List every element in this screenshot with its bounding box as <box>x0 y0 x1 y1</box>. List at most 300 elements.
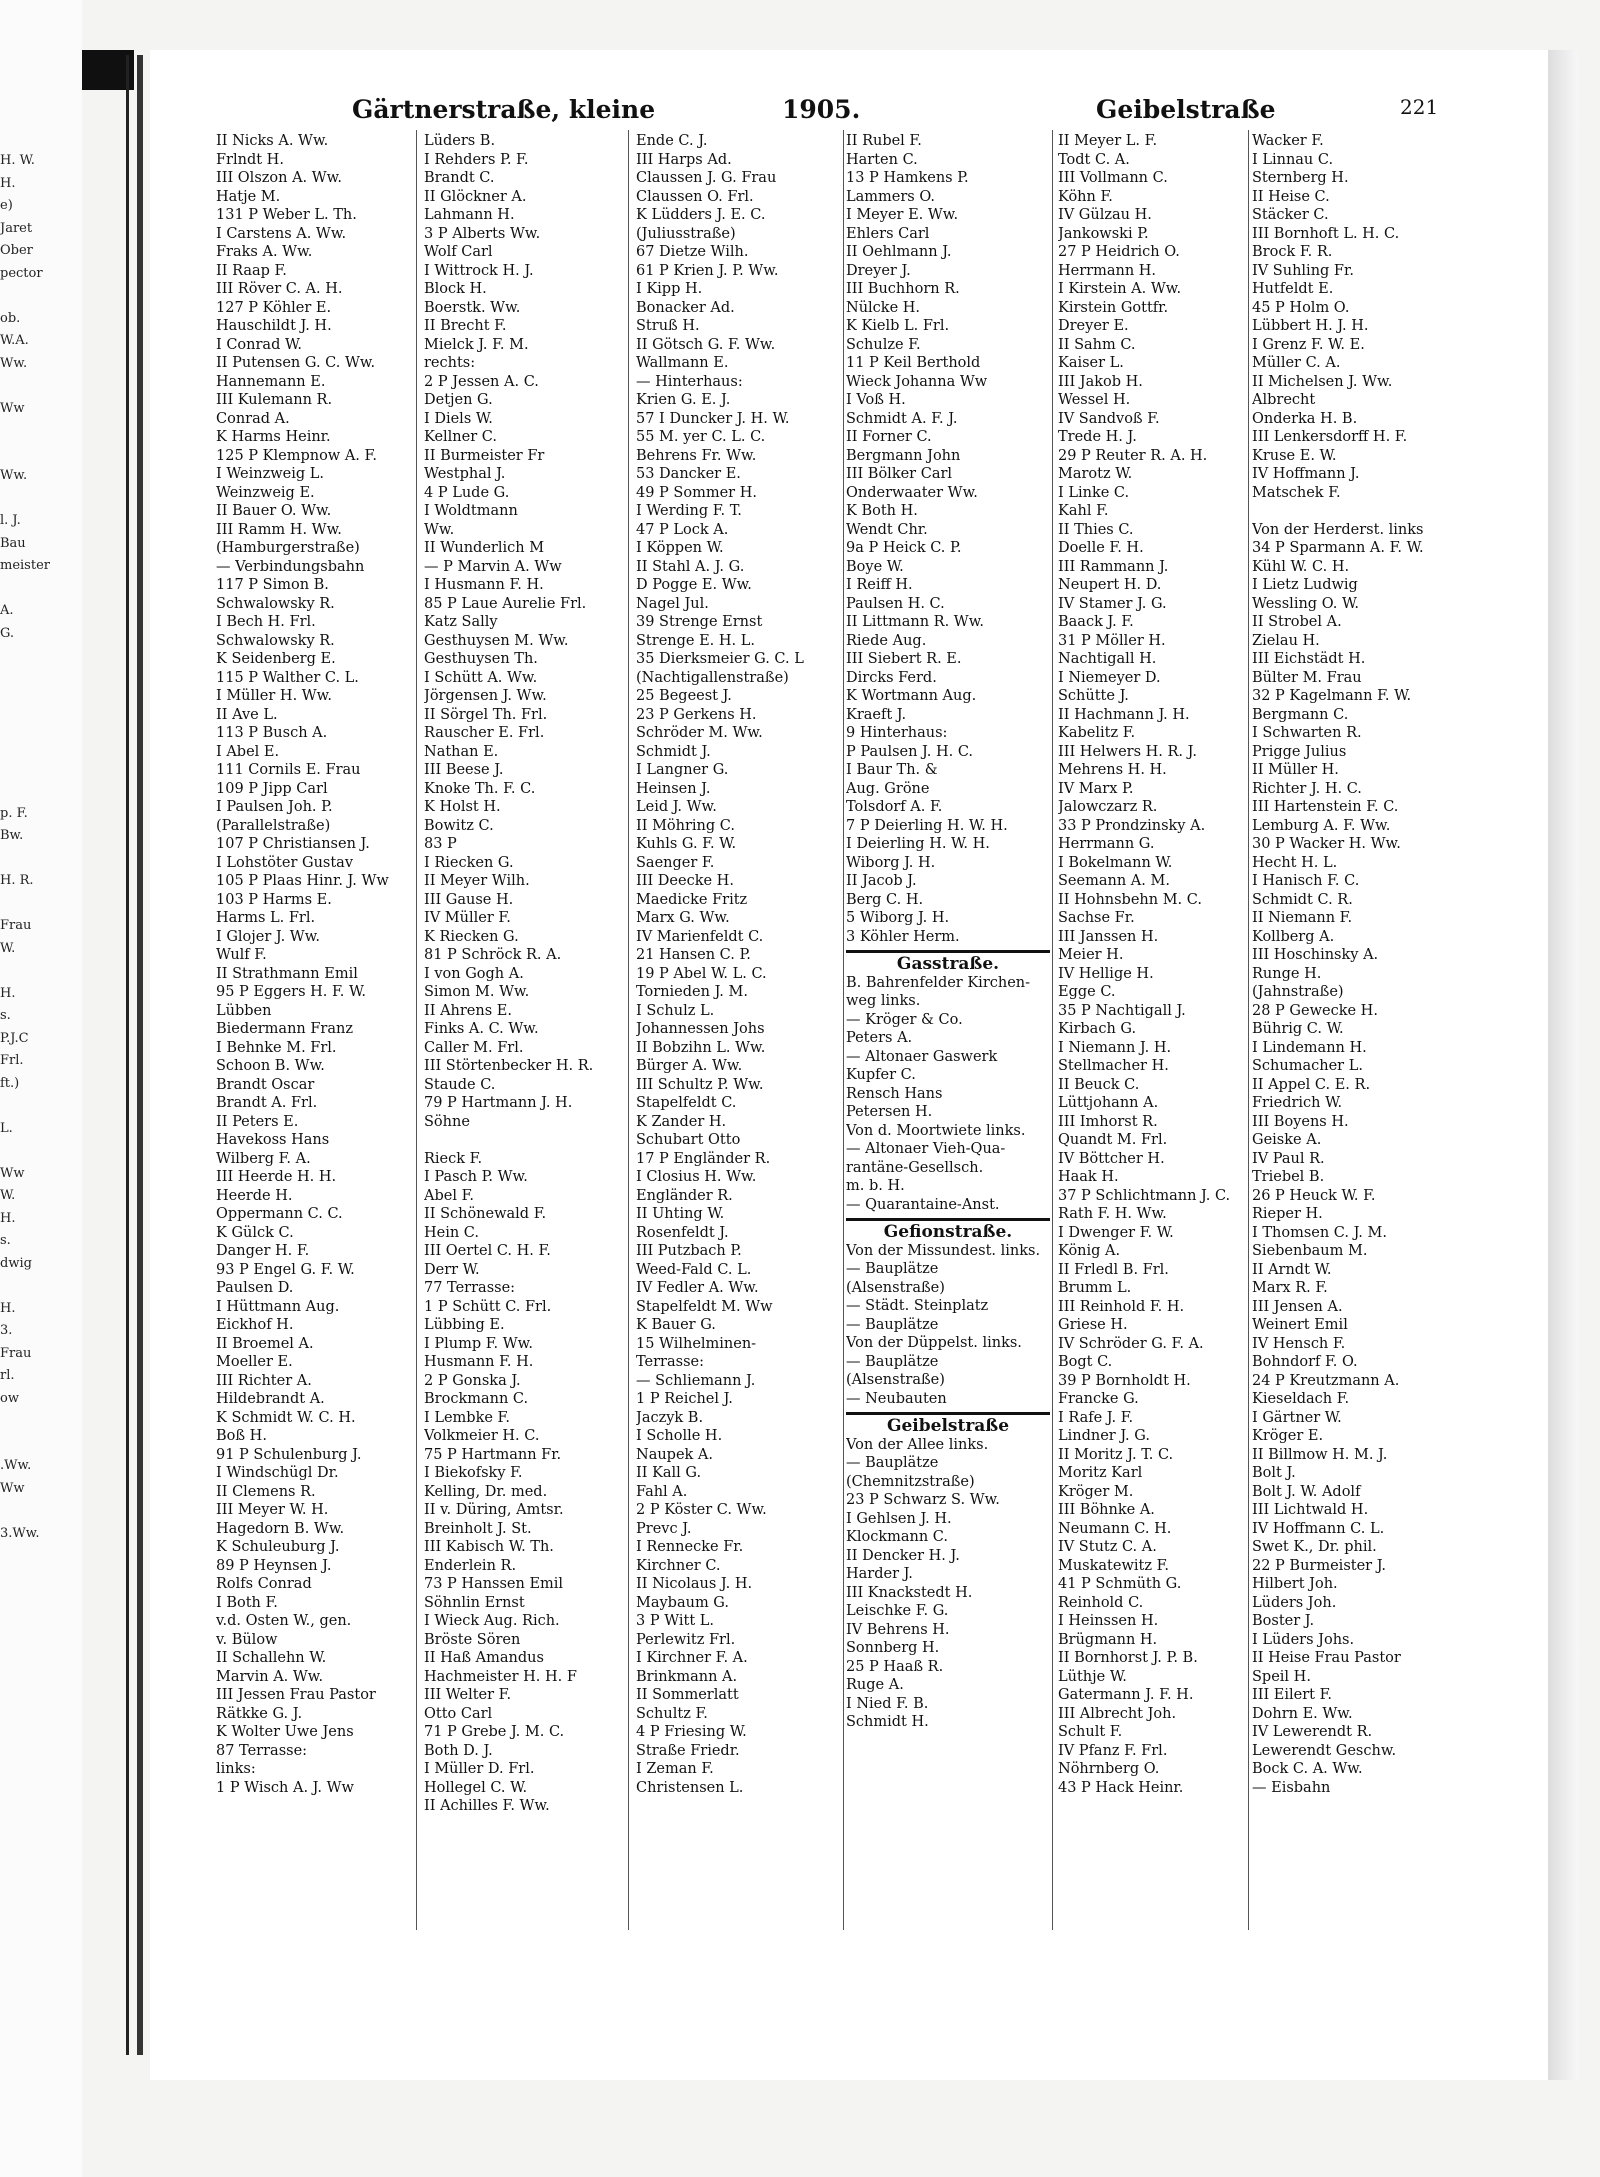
directory-entry: III Röver C. A. H. <box>216 281 343 297</box>
directory-entry: Hildebrandt A. <box>216 1391 325 1407</box>
directory-entry: Dreyer J. <box>846 262 911 279</box>
prev-page-fragment <box>0 420 60 443</box>
directory-entry: Brockmann C. <box>424 1391 529 1407</box>
directory-entry: Schmidt H. <box>846 1714 929 1730</box>
directory-entry: Perlewitz Frl. <box>636 1631 736 1648</box>
directory-entry: Conrad A. <box>216 410 290 427</box>
directory-entry: Wendt Chr. <box>846 521 928 538</box>
directory-entry: Knoke Th. F. C. <box>424 780 536 797</box>
directory-entry: Boster J. <box>1252 1613 1315 1629</box>
directory-entry: II Ave L. <box>216 706 278 723</box>
directory-entry: rantäne-Gesellsch. <box>846 1159 984 1176</box>
directory-entry: II Putensen G. C. Ww. <box>216 355 376 371</box>
directory-entry: (Juliusstraße) <box>636 225 736 242</box>
directory-entry: 95 P Eggers H. F. W. <box>216 984 366 1000</box>
directory-entry: K Schmidt W. C. H. <box>216 1409 356 1426</box>
directory-entry: Weed-Fald C. L. <box>636 1261 752 1278</box>
directory-entry: IV Pfanz F. Frl. <box>1058 1742 1168 1759</box>
directory-entry: — Altonaer Vieh-Qua- <box>846 1141 1006 1157</box>
prev-page-fragment: ft.) <box>0 1075 20 1091</box>
directory-entry: II Meyer Wilh. <box>424 873 530 889</box>
prev-page-fragment: W. <box>0 1188 16 1203</box>
directory-entry: Lübbing E. <box>424 1317 505 1333</box>
directory-entry: III Kulemann R. <box>216 392 333 408</box>
directory-entry: Lahmann H. <box>424 207 515 223</box>
directory-entry: IV Müller F. <box>424 910 511 926</box>
directory-entry: 23 P Schwarz S. Ww. <box>846 1492 1000 1508</box>
directory-entry: K Gülck C. <box>216 1224 294 1241</box>
directory-entry: I Lietz Ludwig <box>1252 577 1358 593</box>
directory-entry: K Holst H. <box>424 799 501 815</box>
directory-entry: Trede H. J. <box>1058 429 1137 445</box>
prev-page-fragment: l. J. <box>0 513 21 528</box>
directory-entry: II Götsch G. F. Ww. <box>636 336 776 353</box>
directory-entry: Rieck F. <box>424 1150 483 1167</box>
directory-entry: II Arndt W. <box>1252 1261 1332 1278</box>
prev-page-fragment <box>0 893 60 916</box>
directory-entry: Lindner J. G. <box>1058 1428 1150 1444</box>
directory-entry: Bowitz C. <box>424 817 494 834</box>
directory-entry: Brumm L. <box>1058 1280 1132 1296</box>
prev-page-fragment: P.J.C <box>0 1030 29 1046</box>
directory-entry: 43 P Hack Heinr. <box>1058 1779 1184 1796</box>
directory-entry: 22 P Burmeister J. <box>1252 1557 1387 1574</box>
directory-entry: — Kröger & Co. <box>846 1011 963 1028</box>
directory-entry: I Weinzweig L. <box>216 466 325 482</box>
directory-entry: Havekoss Hans <box>216 1132 330 1148</box>
directory-entry: Hecht H. L. <box>1252 854 1338 871</box>
prev-page-fragment: s. <box>0 1008 11 1023</box>
directory-entry: 2 P Jessen A. C. <box>424 373 539 390</box>
directory-entry: II Raap F. <box>216 262 287 279</box>
directory-entry: Griese H. <box>1058 1317 1128 1333</box>
directory-entry: Gefionstraße. <box>883 1223 1013 1242</box>
header-left-street: Gärtnerstraße, kleine <box>352 95 656 124</box>
directory-entry: 79 P Hartmann J. H. <box>424 1095 573 1111</box>
directory-entry: Von d. Moortwiete links. <box>846 1122 1026 1139</box>
directory-entry: III Ramm H. Ww. <box>216 521 342 538</box>
directory-entry: Dreyer E. <box>1058 318 1129 334</box>
directory-entry: Breinholt J. St. <box>424 1520 532 1537</box>
directory-entry: II Thies C. <box>1058 521 1134 538</box>
prev-page-fragment: 3. <box>0 1323 13 1338</box>
directory-entry: 73 P Hanssen Emil <box>424 1576 564 1592</box>
directory-entry: III Buchhorn R. <box>846 281 960 297</box>
directory-entry: Kieseldach F. <box>1252 1391 1350 1407</box>
directory-entry: 107 P Christiansen J. <box>216 836 370 852</box>
directory-entry: 30 P Wacker H. Ww. <box>1252 836 1401 852</box>
directory-entry: Nachtigall H. <box>1058 651 1157 667</box>
directory-entry: Caller M. Frl. <box>424 1039 524 1056</box>
directory-entry: Berg C. H. <box>846 891 924 908</box>
directory-entry: II Peters E. <box>216 1113 299 1130</box>
directory-entry: Schult F. <box>1058 1724 1123 1740</box>
directory-entry: Kröger M. <box>1058 1483 1134 1500</box>
directory-entry: Von der Herderst. links <box>1252 521 1424 538</box>
directory-entry: 75 P Hartmann Fr. <box>424 1446 562 1463</box>
directory-entry: Riede Aug. <box>846 632 927 649</box>
directory-entry: Enderlein R. <box>424 1557 517 1574</box>
prev-page-fragment: G. <box>0 625 15 641</box>
prev-page-fragment: pector <box>0 265 43 281</box>
prev-page-fragment <box>0 780 60 803</box>
directory-entry: 111 Cornils E. Frau <box>216 762 361 778</box>
directory-entry: 83 P <box>424 836 457 852</box>
directory-entry: III Lenkersdorff H. F. <box>1252 429 1408 445</box>
directory-entry: — Verbindungsbahn <box>216 558 365 575</box>
directory-entry: II Bauer O. Ww. <box>216 503 332 519</box>
directory-entry: 3 P Witt L. <box>636 1613 714 1629</box>
directory-entry: II Uhting W. <box>636 1206 725 1222</box>
directory-entry: 34 P Sparmann A. F. W. <box>1252 540 1424 556</box>
directory-entry: Sachse Fr. <box>1058 910 1135 926</box>
directory-entry: Schulze F. <box>846 336 921 353</box>
directory-entry: Brock F. R. <box>1252 244 1333 260</box>
prev-page-fragment <box>0 690 60 713</box>
prev-page-fragment <box>0 1275 60 1298</box>
directory-entry: Prevc J. <box>636 1520 692 1537</box>
directory-entry: — Hinterhaus: <box>636 373 743 390</box>
directory-entry: m. b. H. <box>846 1178 905 1194</box>
prev-page-fragment <box>0 1433 60 1456</box>
prev-page-fragment <box>0 1095 60 1118</box>
directory-entry: Sonnberg H. <box>846 1640 940 1656</box>
prev-page-fragment: ob. <box>0 310 21 326</box>
directory-entry: Wacker F. <box>1252 133 1324 149</box>
directory-entry: IV Fedler A. Ww. <box>636 1280 759 1296</box>
directory-entry: Nagel Jul. <box>636 595 709 612</box>
directory-entry: — Altonaer Gaswerk <box>846 1048 998 1065</box>
directory-entry: B. Bahrenfelder Kirchen- <box>846 974 1031 991</box>
directory-entry: 67 Dietze Wilh. <box>636 244 749 260</box>
directory-entry: Both D. J. <box>424 1742 493 1759</box>
directory-entry: Rosenfeldt J. <box>636 1224 729 1241</box>
directory-entry: I Glojer J. Ww. <box>216 928 321 945</box>
directory-entry: IV Gülzau H. <box>1058 207 1152 223</box>
directory-entry: IV Suhling Fr. <box>1252 262 1354 279</box>
directory-entry: Schröder M. Ww. <box>636 725 763 741</box>
directory-entry: 109 P Jipp Carl <box>216 780 328 797</box>
directory-entry: I Reiff H. <box>846 577 913 593</box>
directory-entry: Wessel H. <box>1058 392 1131 408</box>
directory-entry: König A. <box>1058 1243 1121 1259</box>
directory-entry: (Jahnstraße) <box>1252 984 1344 1000</box>
directory-entry: II Achilles F. Ww. <box>424 1798 550 1814</box>
directory-entry: Harder J. <box>846 1566 913 1582</box>
directory-entry: P Paulsen J. H. C. <box>846 743 974 760</box>
directory-entry: Schmidt C. R. <box>1252 891 1353 908</box>
directory-entry: Hauschildt J. H. <box>216 318 332 334</box>
directory-entry: II Haß Amandus <box>424 1650 544 1666</box>
directory-entry: Otto Carl <box>424 1705 493 1722</box>
directory-entry: Von der Düppelst. links. <box>846 1335 1022 1351</box>
directory-entry: Block H. <box>424 281 487 297</box>
directory-entry: III Deecke H. <box>636 873 734 889</box>
directory-entry: II Stahl A. J. G. <box>636 558 745 575</box>
directory-entry: Ehlers Carl <box>846 225 930 242</box>
directory-entry: Wieck Johanna Ww <box>846 373 988 390</box>
directory-entry: 7 P Deierling H. W. H. <box>846 817 1008 834</box>
directory-entry: II Hachmann J. H. <box>1058 706 1190 723</box>
directory-entry: I Rafe J. F. <box>1058 1409 1134 1426</box>
prev-page-fragment: A. <box>0 603 14 618</box>
directory-entry: I Köppen W. <box>636 540 724 556</box>
directory-entry: I Woldtmann <box>424 503 518 519</box>
directory-entry: D Pogge E. Ww. <box>636 577 752 593</box>
prev-page-fragment: H. W. <box>0 153 35 168</box>
directory-entry: IV Behrens H. <box>846 1621 950 1638</box>
directory-entry: I Hanisch F. C. <box>1252 873 1360 889</box>
directory-entry: 1 P Wisch A. J. Ww <box>216 1779 354 1796</box>
directory-entry: III Olszon A. Ww. <box>216 170 342 186</box>
directory-entry: Seemann A. M. <box>1058 873 1170 889</box>
directory-entry: III Oertel C. H. F. <box>424 1243 551 1259</box>
directory-entry: 55 M. yer C. L. C. <box>636 429 766 445</box>
prev-page-fragment: p. F. <box>0 805 28 821</box>
directory-entry: I Werding F. T. <box>636 503 742 519</box>
directory-entry: Brandt A. Frl. <box>216 1095 318 1111</box>
directory-entry: Weinzweig E. <box>216 484 315 501</box>
column-rule <box>1052 130 1053 1930</box>
directory-entry: Bonacker Ad. <box>636 299 735 316</box>
directory-entry: Bogt C. <box>1058 1354 1113 1370</box>
directory-entry: Jörgensen J. Ww. <box>424 688 547 704</box>
column-5 <box>1058 132 1246 1797</box>
directory-entry: 25 P Haaß R. <box>846 1658 944 1675</box>
directory-entry: Kirchner C. <box>636 1557 721 1574</box>
directory-entry: 27 P Heidrich O. <box>1058 244 1180 260</box>
directory-entry: v. Bülow <box>216 1631 278 1648</box>
directory-entry: Runge H. <box>1252 965 1322 982</box>
prev-page-fragment: H. <box>0 985 16 1001</box>
directory-entry: III Janssen H. <box>1058 928 1159 945</box>
prev-page-fragment <box>0 848 60 871</box>
directory-entry: Meier H. <box>1058 947 1124 963</box>
directory-entry: Hannemann E. <box>216 373 326 390</box>
directory-entry: III Welter F. <box>424 1687 512 1703</box>
prev-page-fragment <box>0 1410 60 1433</box>
directory-entry: 53 Dancker E. <box>636 466 741 482</box>
directory-entry: Haak H. <box>1058 1169 1119 1185</box>
directory-entry: I Wittrock H. J. <box>424 262 534 279</box>
directory-entry: II Littmann R. Ww. <box>846 614 985 630</box>
column-rule <box>628 130 629 1930</box>
directory-entry: 2 P Köster C. Ww. <box>636 1502 767 1518</box>
directory-entry: III Richter A. <box>216 1372 312 1389</box>
directory-entry: Speil H. <box>1252 1668 1311 1685</box>
directory-entry: Derr W. <box>424 1261 480 1278</box>
directory-entry: Hachmeister H. H. F <box>424 1668 577 1685</box>
directory-entry: (Chemnitzstraße) <box>846 1473 975 1490</box>
directory-entry: 89 P Heynsen J. <box>216 1557 332 1574</box>
directory-entry: 91 P Schulenburg J. <box>216 1446 362 1463</box>
directory-entry: III Vollmann C. <box>1058 170 1168 186</box>
directory-entry: 1 P Schütt C. Frl. <box>424 1298 552 1315</box>
directory-entry: I Rennecke Fr. <box>636 1539 744 1555</box>
directory-entry: Harms L. Frl. <box>216 910 316 926</box>
directory-entry: K Bauer G. <box>636 1317 716 1333</box>
directory-entry: II Jacob J. <box>846 873 917 889</box>
directory-entry: Geiske A. <box>1252 1132 1322 1148</box>
directory-entry: I Abel E. <box>216 743 280 760</box>
prev-page-fragment: L. <box>0 1120 13 1136</box>
directory-entry: Rensch Hans <box>846 1085 943 1102</box>
directory-entry: II Beuck C. <box>1058 1076 1140 1093</box>
directory-entry: Aug. Gröne <box>846 780 930 797</box>
directory-entry: Finks A. C. Ww. <box>424 1021 539 1037</box>
directory-entry: I Deierling H. W. H. <box>846 836 990 852</box>
directory-entry: Kelling, Dr. med. <box>424 1483 548 1500</box>
directory-entry: (Nachtigallenstraße) <box>636 669 789 686</box>
directory-entry: I Riecken G. <box>424 854 514 871</box>
directory-entry: III Kabisch W. Th. <box>424 1539 554 1555</box>
directory-entry: Naupek A. <box>636 1446 714 1463</box>
prev-page-fragment <box>0 758 60 781</box>
column-1 <box>216 132 416 1797</box>
directory-entry: Stäcker C. <box>1252 207 1329 223</box>
directory-entry: Hagedorn B. Ww. <box>216 1520 345 1537</box>
prev-page-fragment: Ww <box>0 400 25 416</box>
directory-entry: II Schönewald F. <box>424 1206 547 1222</box>
directory-entry: III Boyens H. <box>1252 1113 1349 1130</box>
directory-entry: Wulf F. <box>216 947 267 963</box>
directory-entry: 117 P Simon B. <box>216 577 329 593</box>
directory-entry: I Plump F. Ww. <box>424 1335 533 1352</box>
directory-entry: I Thomsen C. J. M. <box>1252 1224 1387 1241</box>
prev-page-fragment: H. <box>0 1300 16 1316</box>
directory-entry: II Frledl B. Frl. <box>1058 1261 1169 1278</box>
directory-entry: K Schuleuburg J. <box>216 1539 340 1555</box>
directory-entry: III Albrecht Joh. <box>1058 1705 1177 1722</box>
directory-entry: IV Schröder G. F. A. <box>1058 1335 1204 1352</box>
directory-entry: 49 P Sommer H. <box>636 484 757 501</box>
directory-entry: I Niemeyer D. <box>1058 669 1161 686</box>
directory-entry: III Knackstedt H. <box>846 1584 973 1601</box>
directory-entry: IV Stutz C. A. <box>1058 1539 1157 1555</box>
directory-entry: Francke G. <box>1058 1391 1139 1407</box>
directory-entry: Bergmann C. <box>1252 706 1349 723</box>
directory-entry: II Wunderlich M <box>424 540 545 556</box>
directory-entry: 1 P Reichel J. <box>636 1391 733 1407</box>
prev-page-fragment <box>0 668 60 691</box>
directory-entry: Claussen J. G. Frau <box>636 170 777 186</box>
directory-entry: I Müller D. Frl. <box>424 1761 535 1777</box>
directory-entry: — Bauplätze <box>846 1353 939 1370</box>
prev-page-fragment: Ww. <box>0 355 28 371</box>
directory-entry: Onderka H. B. <box>1252 410 1358 427</box>
directory-entry: Schultz F. <box>636 1705 708 1722</box>
directory-entry: III Meyer W. H. <box>216 1502 329 1518</box>
directory-entry: I Gärtner W. <box>1252 1409 1342 1426</box>
directory-entry: I Lindemann H. <box>1252 1039 1367 1056</box>
directory-entry: Danger H. F. <box>216 1243 310 1259</box>
directory-entry: III Eichstädt H. <box>1252 651 1366 667</box>
directory-entry: Baack J. F. <box>1058 614 1134 630</box>
directory-entry: Kollberg A. <box>1252 928 1335 945</box>
directory-entry: Maedicke Fritz <box>636 891 748 908</box>
directory-entry: Nathan E. <box>424 743 499 760</box>
directory-entry: 13 P Hamkens P. <box>846 170 969 186</box>
directory-entry: II Meyer L. F. <box>1058 133 1158 149</box>
directory-entry: I Schütt A. Ww. <box>424 669 538 686</box>
directory-entry: 11 P Keil Berthold <box>846 355 981 371</box>
directory-entry: K Kielb L. Frl. <box>846 318 950 334</box>
book-gutter-shadow <box>137 55 143 2055</box>
directory-entry: (Hamburgerstraße) <box>216 540 360 556</box>
directory-entry: Marx R. F. <box>1252 1280 1328 1296</box>
directory-entry: Marvin A. Ww. <box>216 1668 324 1685</box>
directory-entry: III Eilert F. <box>1252 1687 1333 1703</box>
directory-entry: Fraks A. Ww. <box>216 244 313 260</box>
directory-entry: I Linke C. <box>1058 484 1130 501</box>
directory-entry: III Hartenstein F. C. <box>1252 799 1399 815</box>
directory-entry: Claussen O. Frl. <box>636 188 754 205</box>
section-rule <box>846 1218 1050 1221</box>
directory-entry: III Jessen Frau Pastor <box>216 1687 376 1703</box>
directory-entry: K Harms Heinr. <box>216 429 331 445</box>
directory-entry: III Bornhoft L. H. C. <box>1252 225 1400 242</box>
directory-entry: Heerde H. <box>216 1187 293 1204</box>
previous-page-edge <box>0 150 60 1545</box>
prev-page-fragment: W.A. <box>0 333 29 348</box>
prev-page-fragment <box>0 713 60 736</box>
directory-entry: 37 P Schlichtmann J. C. <box>1058 1187 1231 1204</box>
directory-entry: 93 P Engel G. F. W. <box>216 1261 355 1278</box>
directory-entry: Westphal J. <box>424 466 506 482</box>
directory-entry: Friedrich W. <box>1252 1095 1343 1111</box>
directory-entry: I Pasch P. Ww. <box>424 1169 528 1185</box>
directory-entry: Müller C. A. <box>1252 355 1341 371</box>
prev-page-fragment: Ww <box>0 1480 25 1496</box>
directory-entry: I von Gogh A. <box>424 965 524 982</box>
directory-entry: I Behnke M. Frl. <box>216 1039 337 1056</box>
prev-page-fragment: Ober <box>0 243 33 258</box>
directory-entry: 39 Strenge Ernst <box>636 614 763 630</box>
directory-entry: Biedermann Franz <box>216 1021 353 1037</box>
directory-entry: K Wolter Uwe Jens <box>216 1724 354 1740</box>
prev-page-fragment: ow <box>0 1390 19 1406</box>
directory-entry: I Hüttmann Aug. <box>216 1298 340 1315</box>
directory-entry: Straße Friedr. <box>636 1742 740 1759</box>
directory-entry: II Billmow H. M. J. <box>1252 1446 1388 1463</box>
directory-entry: 17 P Engländer R. <box>636 1150 771 1167</box>
directory-entry: II Sörgel Th. Frl. <box>424 706 548 723</box>
directory-entry: II Oehlmann J. <box>846 244 952 260</box>
directory-entry: Tolsdorf A. F. <box>846 799 943 815</box>
directory-entry: III Helwers H. R. J. <box>1058 743 1197 760</box>
directory-entry: Ww. <box>424 521 455 538</box>
directory-entry: Heinsen J. <box>636 780 711 797</box>
directory-entry: Hein C. <box>424 1224 479 1241</box>
directory-entry: IV Hoffmann J. <box>1252 466 1360 482</box>
directory-entry: II Bornhorst J. P. B. <box>1058 1650 1198 1666</box>
directory-entry: 45 P Holm O. <box>1252 299 1350 316</box>
directory-entry: Ende C. J. <box>636 133 708 149</box>
directory-entry: I Voß H. <box>846 392 906 408</box>
prev-page-fragment: e) <box>0 198 13 213</box>
directory-entry: Bock C. A. Ww. <box>1252 1761 1363 1777</box>
directory-entry: 61 P Krien J. P. Ww. <box>636 262 779 279</box>
directory-entry: Wiborg J. H. <box>846 854 936 871</box>
directory-entry: Sternberg H. <box>1252 170 1349 186</box>
directory-entry: Dohrn E. Ww. <box>1252 1705 1353 1722</box>
directory-entry: Schumacher L. <box>1252 1058 1363 1074</box>
directory-entry: III Reinhold F. H. <box>1058 1298 1185 1315</box>
directory-entry: 127 P Köhler E. <box>216 299 332 316</box>
directory-entry: Kuhls G. F. W. <box>636 836 737 852</box>
directory-entry: 3 P Alberts Ww. <box>424 225 541 242</box>
directory-entry: Fahl A. <box>636 1483 688 1500</box>
